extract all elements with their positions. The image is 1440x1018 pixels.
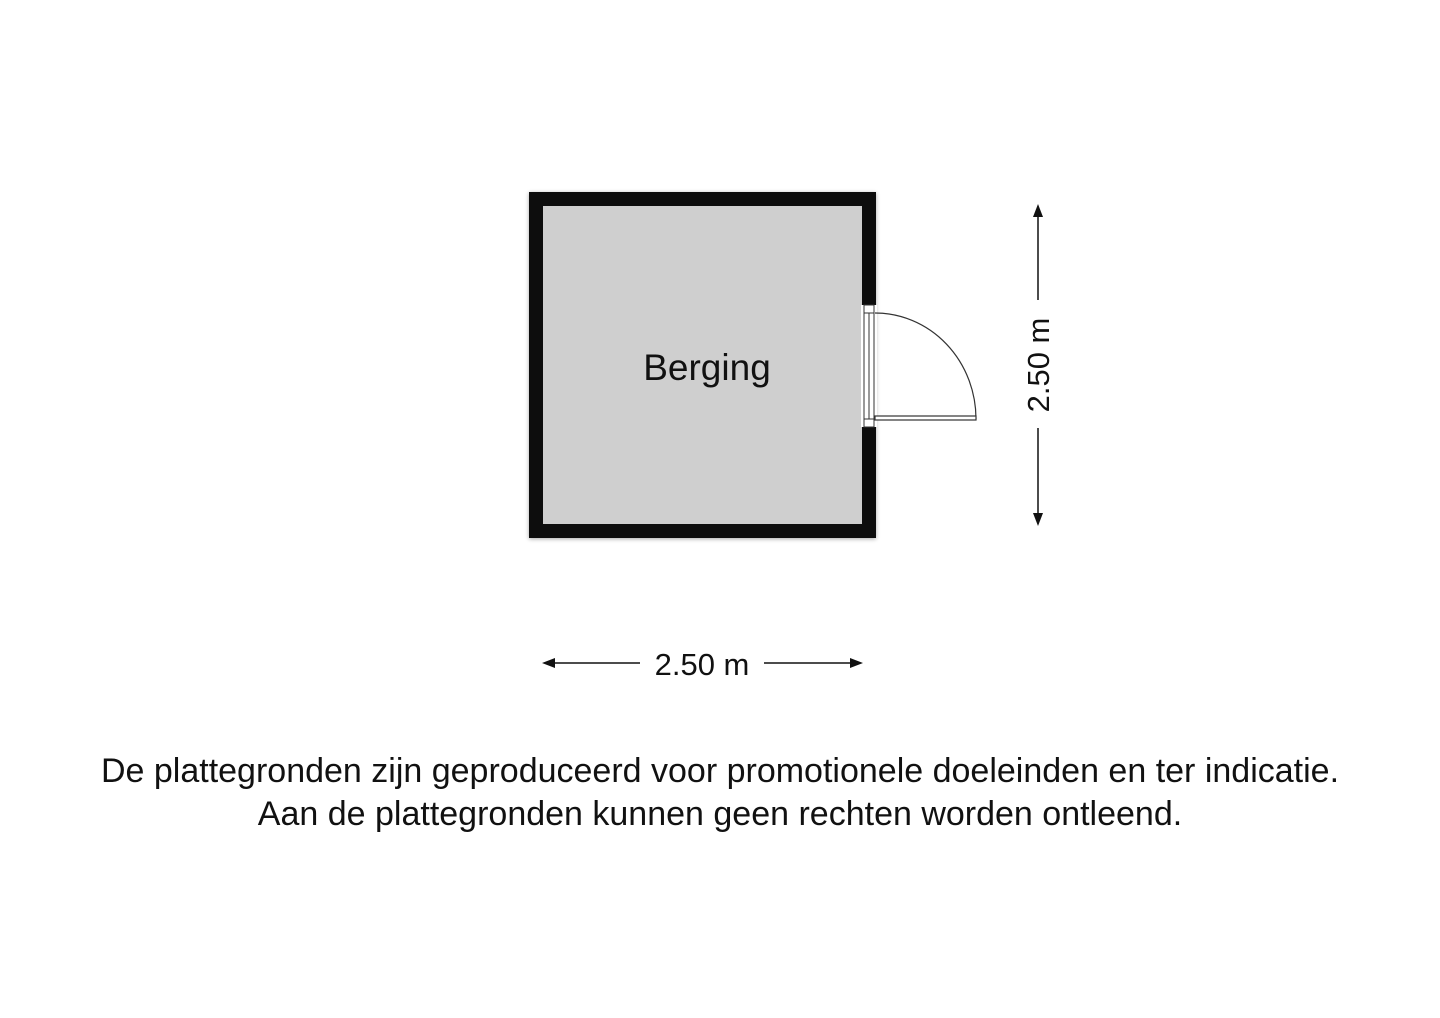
disclaimer-line-2: Aan de plattegronden kunnen geen rechten worden ontleend. <box>257 795 1183 833</box>
width-dimension-label: 2.50 m <box>654 647 750 682</box>
height-arrow-bottom <box>1033 513 1043 526</box>
disclaimer-line-1: De plattegronden zijn geproduceerd voor promotionele doeleinden en ter indicatie. <box>100 752 1340 790</box>
width-arrow-left <box>542 658 555 668</box>
door-swing-arc <box>875 313 976 419</box>
door-leaf <box>875 416 976 420</box>
height-arrow-top <box>1033 204 1043 217</box>
room-label: Berging <box>643 347 771 388</box>
height-dimension-label: 2.50 m <box>1021 317 1056 413</box>
width-arrow-right <box>850 658 863 668</box>
